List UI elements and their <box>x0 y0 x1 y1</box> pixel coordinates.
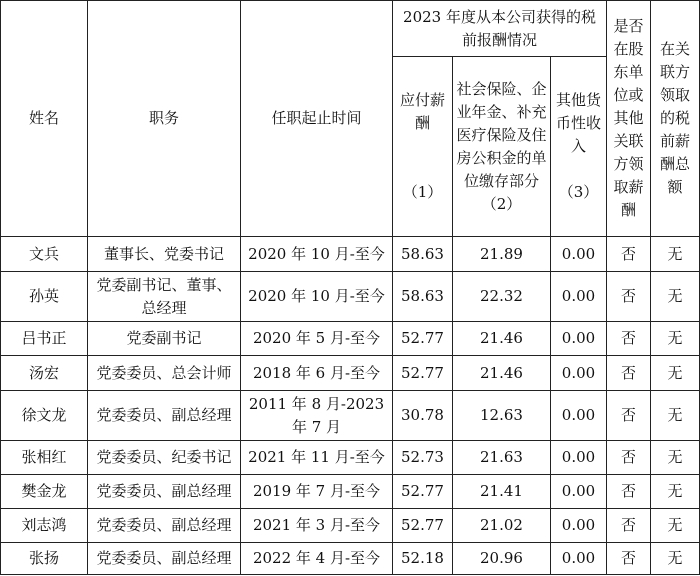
table-row <box>1 391 700 441</box>
cell-salary: 52.77 <box>393 509 453 543</box>
cell-insurance: 20.96 <box>453 543 551 575</box>
table-row <box>1 543 700 575</box>
header-related-total: 在关联方领取的税前薪酬总额 <box>651 1 700 237</box>
cell-insurance: 21.89 <box>453 237 551 272</box>
cell-related: 否 <box>607 322 651 356</box>
header-position: 职务 <box>88 1 241 237</box>
header-insurance <box>453 57 551 237</box>
cell-insurance: 21.46 <box>453 322 551 356</box>
cell-position: 党委委员、副总经理 <box>88 475 241 509</box>
header-name: 姓名 <box>1 1 88 237</box>
cell-position: 党委委员、纪委书记 <box>88 441 241 475</box>
cell-salary: 52.77 <box>393 356 453 391</box>
header-related: 是否在股东单位或其他关联方领取薪酬 <box>607 1 651 237</box>
cell-term: 2022 年 4 月-至今 <box>241 543 393 575</box>
cell-related: 否 <box>607 237 651 272</box>
cell-term: 2020 年 10 月-至今 <box>241 272 393 322</box>
cell-related-total: 无 <box>651 237 700 272</box>
cell-other: 0.00 <box>551 475 607 509</box>
table-row <box>1 272 700 322</box>
cell-term: 2019 年 7 月-至今 <box>241 475 393 509</box>
cell-related-total: 无 <box>651 356 700 391</box>
header-insurance-label: 社会保险、企业年金、补充医疗保险及住房公积金的单位缴存部分 <box>456 79 547 190</box>
cell-term: 2011 年 8 月-2023 年 7 月 <box>241 391 393 441</box>
table-row <box>1 475 700 509</box>
cell-position: 董事长、党委书记 <box>88 237 241 272</box>
cell-name: 刘志鸿 <box>1 509 88 543</box>
cell-related-total: 无 <box>651 441 700 475</box>
cell-other: 0.00 <box>551 509 607 543</box>
cell-term: 2020 年 10 月-至今 <box>241 237 393 272</box>
cell-insurance: 21.41 <box>453 475 551 509</box>
header-group: 2023 年度从本公司获得的税前报酬情况 <box>393 1 607 57</box>
cell-salary: 52.73 <box>393 441 453 475</box>
cell-related-total: 无 <box>651 391 700 441</box>
table-row <box>1 509 700 543</box>
cell-position: 党委委员、副总经理 <box>88 543 241 575</box>
table-row <box>1 237 700 272</box>
cell-other: 0.00 <box>551 441 607 475</box>
cell-name: 孙英 <box>1 272 88 322</box>
cell-related: 否 <box>607 441 651 475</box>
header-other <box>551 57 607 237</box>
cell-related-total: 无 <box>651 475 700 509</box>
cell-name: 汤宏 <box>1 356 88 391</box>
cell-salary: 58.63 <box>393 272 453 322</box>
cell-name: 文兵 <box>1 237 88 272</box>
cell-related-total: 无 <box>651 272 700 322</box>
cell-term: 2021 年 11 月-至今 <box>241 441 393 475</box>
cell-salary: 52.77 <box>393 322 453 356</box>
cell-related: 否 <box>607 272 651 322</box>
cell-insurance: 21.02 <box>453 509 551 543</box>
cell-related: 否 <box>607 475 651 509</box>
cell-other: 0.00 <box>551 543 607 575</box>
header-salary-number: （1） <box>402 183 443 201</box>
cell-other: 0.00 <box>551 322 607 356</box>
header-salary-label: 应付薪酬 <box>399 91 445 132</box>
cell-term: 2018 年 6 月-至今 <box>241 356 393 391</box>
cell-related: 否 <box>607 356 651 391</box>
cell-term: 2021 年 3 月-至今 <box>241 509 393 543</box>
cell-salary: 52.77 <box>393 475 453 509</box>
header-other-number: （3） <box>558 183 599 201</box>
header-term: 任职起止时间 <box>241 1 393 237</box>
cell-related: 否 <box>607 391 651 441</box>
cell-salary: 58.63 <box>393 237 453 272</box>
cell-related: 否 <box>607 509 651 543</box>
cell-other: 0.00 <box>551 391 607 441</box>
cell-position: 党委委员、副总经理 <box>88 509 241 543</box>
cell-position: 党委委员、总会计师 <box>88 356 241 391</box>
header-other-label: 其他货币性收入 <box>556 91 602 155</box>
cell-name: 徐文龙 <box>1 391 88 441</box>
header-insurance-number: （2） <box>481 194 522 213</box>
header-salary <box>393 57 453 237</box>
cell-name: 吕书正 <box>1 322 88 356</box>
cell-insurance: 12.63 <box>453 391 551 441</box>
cell-position: 党委委员、副总经理 <box>88 391 241 441</box>
cell-name: 张扬 <box>1 543 88 575</box>
cell-insurance: 22.32 <box>453 272 551 322</box>
table-row <box>1 441 700 475</box>
cell-other: 0.00 <box>551 356 607 391</box>
cell-insurance: 21.46 <box>453 356 551 391</box>
cell-related: 否 <box>607 543 651 575</box>
cell-salary: 30.78 <box>393 391 453 441</box>
cell-other: 0.00 <box>551 272 607 322</box>
cell-term: 2020 年 5 月-至今 <box>241 322 393 356</box>
cell-related-total: 无 <box>651 322 700 356</box>
table-row <box>1 322 700 356</box>
cell-insurance: 21.63 <box>453 441 551 475</box>
cell-position: 党委副书记、董事、总经理 <box>88 272 241 322</box>
cell-related-total: 无 <box>651 543 700 575</box>
cell-name: 张相红 <box>1 441 88 475</box>
table-row <box>1 356 700 391</box>
cell-salary: 52.18 <box>393 543 453 575</box>
cell-other: 0.00 <box>551 237 607 272</box>
cell-position: 党委副书记 <box>88 322 241 356</box>
cell-name: 樊金龙 <box>1 475 88 509</box>
cell-related-total: 无 <box>651 509 700 543</box>
